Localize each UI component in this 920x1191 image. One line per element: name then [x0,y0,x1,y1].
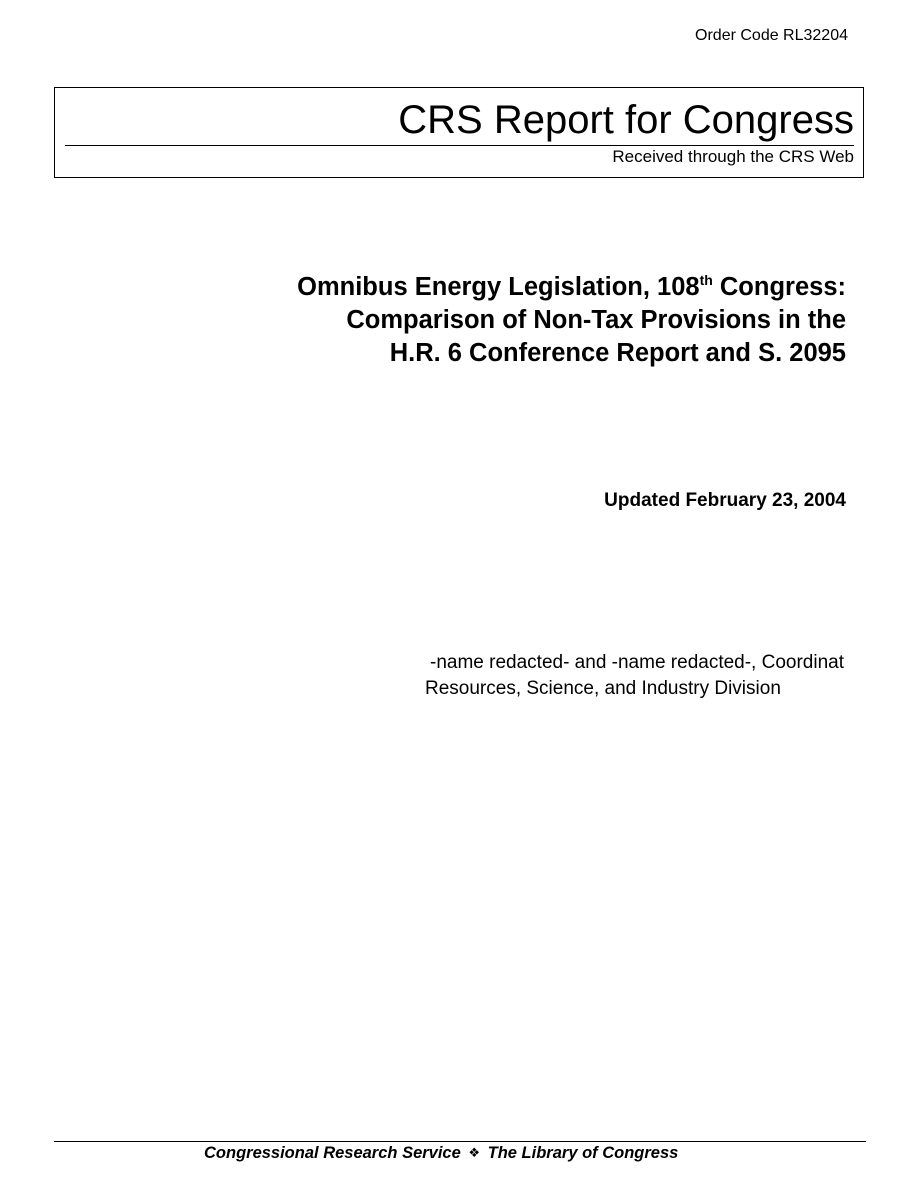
report-title-line-3: H.R. 6 Conference Report and S. 2095 [389,339,846,367]
authors-line-1: -name redacted- and -name redacted-, Coordinat [430,652,845,673]
masthead-title: CRS Report for Congress [398,98,854,142]
ordinal-suffix: th [699,272,713,288]
report-title-line-1-end: Congress: [712,273,846,301]
updated-date: Updated February 23, 2004 [604,490,846,511]
footer [204,1144,678,1163]
footer-divider [54,1141,866,1142]
diamond-ornament-icon: ❖ [468,1146,481,1161]
report-title [297,271,846,370]
report-title-line-1-start: Omnibus Energy Legislation, 108 [297,273,700,301]
footer-right-text: The Library of Congress [487,1144,679,1162]
report-authors [425,650,920,702]
authors-line-2: Resources, Science, and Industry Division [425,678,781,699]
masthead-subtitle: Received through the CRS Web [612,147,854,166]
report-title-line-1 [297,271,846,304]
order-code: Order Code RL32204 [695,27,848,44]
masthead-box [54,87,864,178]
report-title-line-2: Comparison of Non-Tax Provisions in the [346,306,846,334]
masthead-divider [65,145,854,146]
footer-left-text: Congressional Research Service [204,1144,461,1162]
